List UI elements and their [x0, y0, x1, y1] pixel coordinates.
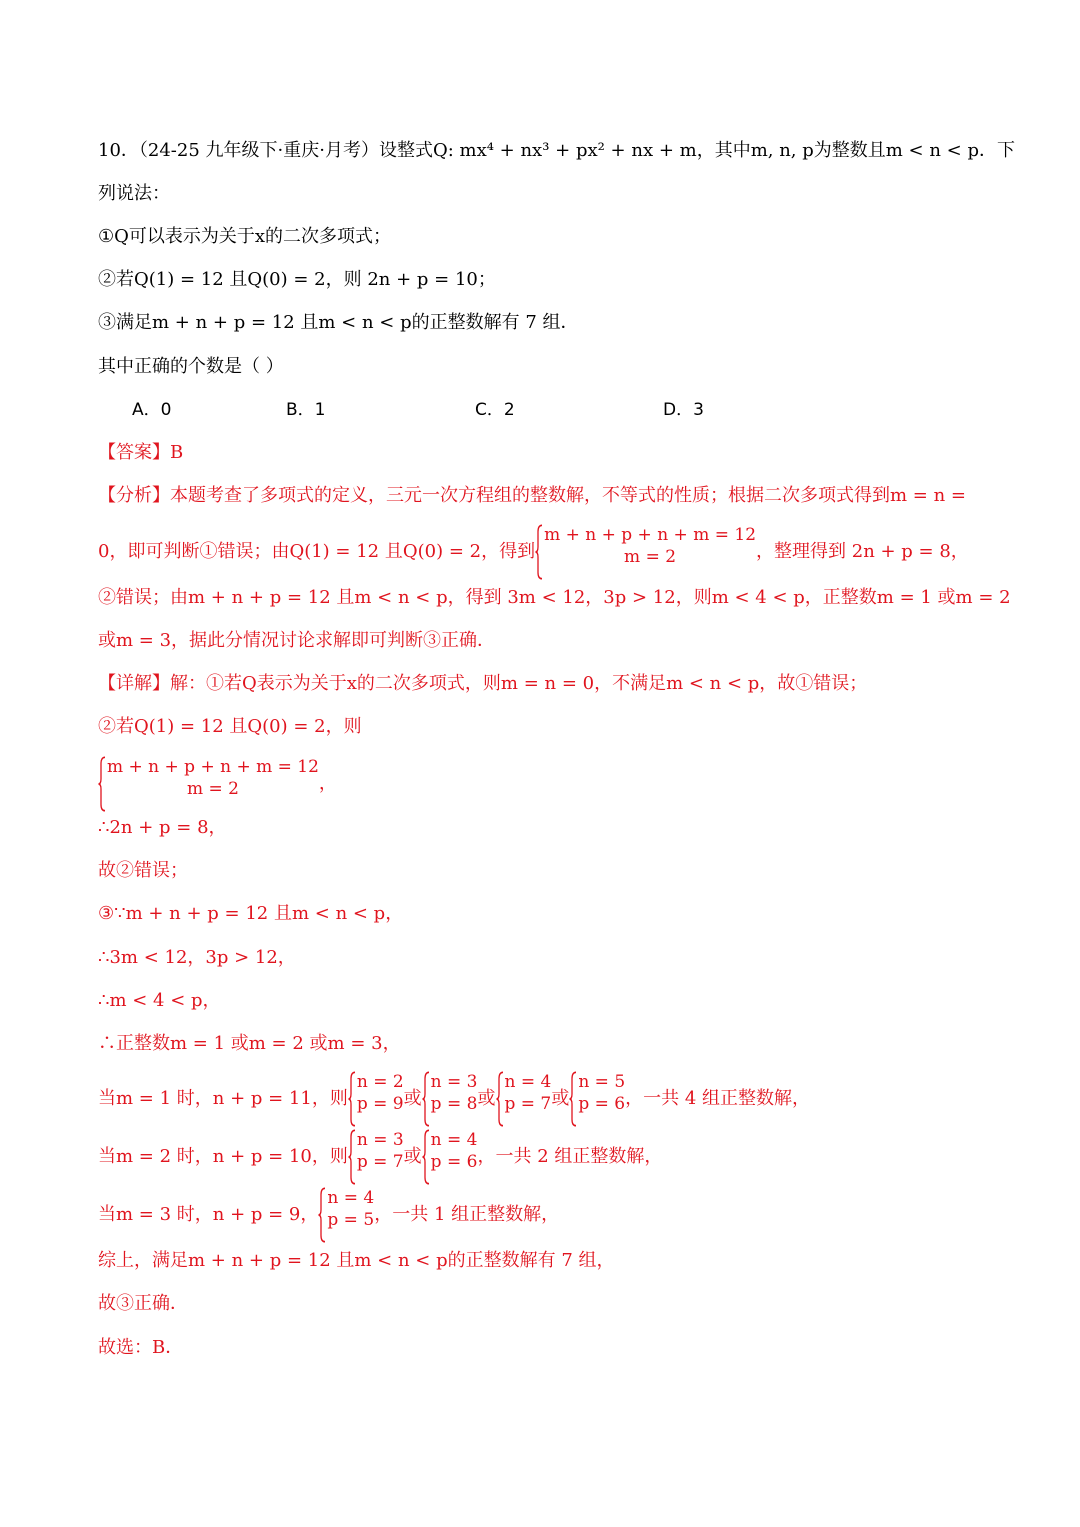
equation-system — [348, 1071, 404, 1127]
detail-line-5: 故②错误； — [98, 860, 188, 881]
equation-row: m + n + p + n + m = 12 — [107, 757, 319, 777]
statement-1: ①Q可以表示为关于x的二次多项式； — [98, 226, 392, 247]
equation-row: m = 2 — [624, 547, 677, 567]
analysis-line-2-text: 0，即可判断①错误；由Q(1) = 12 且Q(0) = 2，得到 — [98, 541, 536, 562]
equation-system — [535, 524, 756, 580]
statement-3: ③满足m + n + p = 12 且m < n < p的正整数解有 7 组． — [98, 312, 579, 333]
analysis-line-1: 【分析】本题考查了多项式的定义，三元一次方程组的整数解，不等式的性质；根据二次多项式得到m = n = — [98, 485, 966, 506]
brace-icon — [348, 1129, 356, 1185]
case-2-text: 当m = 2 时，n + p = 10，则 — [98, 1146, 348, 1167]
choice-b: B．1 — [286, 400, 326, 420]
equation-row: n = 5 — [578, 1072, 626, 1092]
analysis-line-2-tail: ，整理得到 2n + p = 8， — [756, 541, 969, 562]
brace-icon — [422, 1129, 430, 1185]
question-line-1: 10．（24-25 九年级下·重庆·月考）设整式Q: mx⁴ + nx³ + px² + nx + m，其中m, n, p为整数且m < n < p．下 — [98, 140, 1016, 161]
case-2-systems — [348, 1130, 478, 1172]
equation-row: p = 7 — [356, 1152, 404, 1172]
equation-system — [98, 756, 319, 812]
analysis-line-4: 或m = 3，据此分情况讨论求解即可判断③正确． — [98, 630, 496, 651]
or-connector: 或 — [477, 1088, 496, 1109]
case-3-line — [98, 1187, 559, 1233]
equation-system — [422, 1071, 478, 1127]
equation-row: p = 5 — [327, 1210, 375, 1230]
or-connector: 或 — [551, 1088, 570, 1109]
equation-system — [318, 1187, 374, 1243]
case-2-tail: ，一共 2 组正整数解， — [477, 1146, 663, 1167]
analysis-line-3: ②错误；由m + n + p = 12 且m < n < p，得到 3m < 12，3p > 12，则m < 4 < p，正整数m = 1 或m = 2 — [98, 587, 1011, 608]
question-line-2: 列说法： — [98, 183, 170, 204]
equation-system — [422, 1129, 478, 1185]
brace-icon — [569, 1071, 577, 1127]
final-answer-line: 故选：B． — [98, 1337, 184, 1358]
or-connector: 或 — [403, 1146, 422, 1167]
brace-icon — [348, 1071, 356, 1127]
summary-line: 综上，满足m + n + p = 12 且m < n < p的正整数解有 7 组， — [98, 1250, 615, 1271]
brace-icon — [422, 1071, 430, 1127]
equation-row: n = 4 — [430, 1130, 478, 1150]
detail-system-tail: ， — [318, 773, 337, 794]
detail-line-9: ∴正整数m = 1 或m = 2 或m = 3， — [98, 1033, 401, 1054]
equation-row: p = 6 — [578, 1094, 626, 1114]
detail-line-1: 【详解】解：①若Q表示为关于x的二次多项式，则m = n = 0，不满足m < n < p，故①错误； — [98, 673, 868, 694]
detail-line-8: ∴m < 4 < p， — [98, 990, 221, 1011]
brace-icon — [535, 524, 543, 580]
question-prompt: 其中正确的个数是（ ） — [98, 356, 284, 377]
equation-row: m + n + p + n + m = 12 — [544, 525, 757, 545]
equation-system — [496, 1071, 552, 1127]
case-3-text: 当m = 3 时，n + p = 9， — [98, 1204, 319, 1225]
equation-row: n = 3 — [356, 1130, 404, 1150]
equation-row: n = 3 — [430, 1072, 478, 1092]
statement-2: ②若Q(1) = 12 且Q(0) = 2，则 2n + p = 10； — [98, 269, 496, 290]
detail-line-4: ∴2n + p = 8， — [98, 817, 227, 838]
conclusion-line: 故③正确． — [98, 1293, 188, 1314]
case-1-line — [98, 1071, 810, 1117]
brace-icon — [98, 756, 106, 812]
case-2-line — [98, 1129, 662, 1175]
equation-row: p = 6 — [430, 1152, 478, 1172]
detail-line-6: ③∵m + n + p = 12 且m < n < p， — [98, 903, 404, 924]
detail-line-2: ②若Q(1) = 12 且Q(0) = 2，则 — [98, 716, 362, 737]
answer-line: 【答案】B — [98, 442, 184, 463]
equation-row: p = 9 — [356, 1094, 404, 1114]
equation-row: p = 8 — [430, 1094, 478, 1114]
detail-line-7: ∴3m < 12，3p > 12， — [98, 947, 296, 968]
choice-c: C．2 — [475, 400, 515, 420]
choice-d: D．3 — [663, 400, 704, 420]
choice-a: A．0 — [132, 400, 172, 420]
case-1-text: 当m = 1 时，n + p = 11，则 — [98, 1088, 348, 1109]
detail-system-line — [98, 756, 337, 802]
case-1-systems — [348, 1072, 626, 1114]
case-3-systems — [318, 1188, 375, 1230]
equation-row: n = 4 — [504, 1072, 552, 1092]
equation-system — [569, 1071, 625, 1127]
brace-icon — [318, 1187, 326, 1243]
case-1-tail: ，一共 4 组正整数解， — [625, 1088, 811, 1109]
equation-row: n = 2 — [356, 1072, 404, 1092]
case-3-tail: ，一共 1 组正整数解， — [374, 1204, 560, 1225]
brace-icon — [496, 1071, 504, 1127]
analysis-line-2 — [98, 524, 969, 570]
equation-system — [348, 1129, 404, 1185]
or-connector: 或 — [403, 1088, 422, 1109]
equation-row: n = 4 — [327, 1188, 375, 1208]
equation-row: p = 7 — [504, 1094, 552, 1114]
equation-row: m = 2 — [186, 779, 239, 799]
